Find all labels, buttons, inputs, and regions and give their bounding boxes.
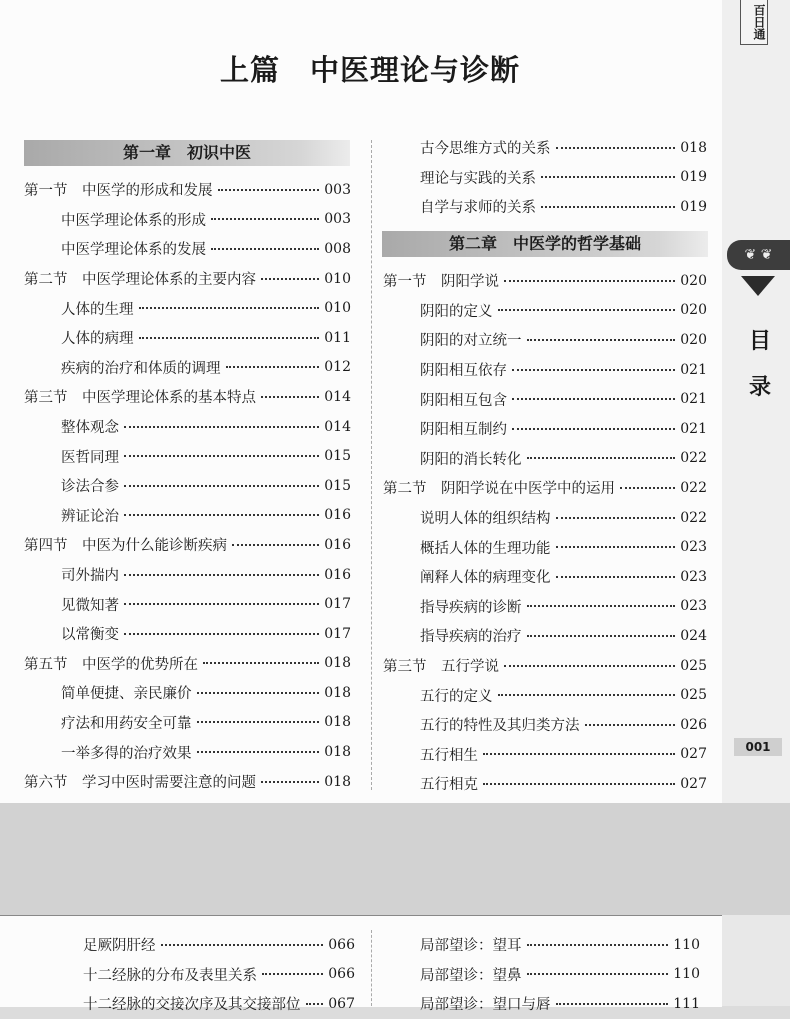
toc-entry-title: 说明人体的组织结构	[420, 511, 551, 528]
toc-entry-title: 整体观念	[61, 420, 119, 437]
next-page-edge-ornament	[722, 915, 790, 1006]
toc-entry	[420, 989, 700, 1019]
toc-entry	[24, 501, 351, 531]
toc-entry-page: 015	[324, 448, 351, 465]
toc-entry-title: 辨证论治	[61, 508, 119, 525]
toc-list-right-pre	[383, 133, 707, 222]
dot-leader	[498, 694, 676, 696]
dot-leader	[218, 189, 320, 191]
toc-entry	[83, 989, 355, 1019]
toc-entry-page: 020	[680, 302, 707, 319]
toc-entry-page: 011	[324, 329, 351, 346]
toc-entry-title: 一举多得的治疗效果	[61, 745, 192, 762]
toc-entry	[383, 163, 707, 193]
toc-entry	[383, 296, 707, 326]
toc-entry	[24, 678, 351, 708]
dot-leader	[498, 309, 676, 311]
toc-entry	[24, 767, 351, 797]
dot-leader	[483, 783, 675, 785]
toc-entry-page: 021	[680, 361, 707, 378]
toc-entry	[383, 651, 707, 681]
toc-entry	[24, 708, 351, 738]
dot-leader	[211, 218, 319, 220]
toc-entry-page: 110	[673, 936, 700, 953]
page-gap	[0, 803, 790, 915]
toc-entry	[383, 133, 707, 163]
toc-entry	[383, 266, 707, 296]
toc-entry-page: 003	[324, 181, 351, 198]
toc-entry	[24, 441, 351, 471]
dot-leader	[124, 426, 319, 428]
toc-entry	[383, 444, 707, 474]
toc-entry-title: 第三节 五行学说	[383, 659, 499, 676]
toc-entry-page: 021	[680, 391, 707, 408]
toc-entry-page: 010	[324, 270, 351, 287]
toc-entry-title: 第四节 中医为什么能诊断疾病	[24, 538, 227, 555]
toc-entry-page: 017	[324, 596, 351, 613]
toc-entry-title: 第二节 阴阳学说在中医学中的运用	[383, 481, 615, 498]
chapter-heading: 第二章 中医学的哲学基础	[382, 231, 708, 257]
dot-leader	[483, 753, 675, 755]
toc-entry-page: 023	[680, 568, 707, 585]
dot-leader	[527, 635, 676, 637]
toc-entry-page: 067	[328, 995, 355, 1012]
toc-entry	[383, 503, 707, 533]
dot-leader	[139, 307, 320, 309]
dot-leader	[527, 339, 676, 341]
dot-leader	[620, 487, 675, 489]
toc-entry	[383, 384, 707, 414]
toc-entry-page: 015	[324, 477, 351, 494]
column-divider	[371, 140, 372, 790]
dot-leader	[541, 206, 675, 208]
toc-entry-title: 第一节 中医学的形成和发展	[24, 183, 213, 200]
toc-entry	[383, 355, 707, 385]
toc-entry-page: 027	[680, 746, 707, 763]
toc-entry	[24, 560, 351, 590]
dot-leader	[124, 603, 319, 605]
dot-leader	[124, 514, 319, 516]
toc-entry-title: 指导疾病的治疗	[420, 629, 522, 646]
dot-leader	[232, 544, 319, 546]
toc-entry-page: 023	[680, 598, 707, 615]
toc-entry	[24, 589, 351, 619]
toc-entry	[24, 293, 351, 323]
toc-entry	[24, 323, 351, 353]
toc-entry	[383, 325, 707, 355]
toc-entry	[24, 353, 351, 383]
toc-entry	[24, 530, 351, 560]
dot-leader	[161, 944, 324, 946]
toc-entry-title: 司外揣内	[61, 568, 119, 585]
dot-leader	[527, 973, 669, 975]
toc-entry-title: 第三节 中医学理论体系的基本特点	[24, 390, 256, 407]
toc-entry-title: 阐释人体的病理变化	[420, 570, 551, 587]
dot-leader	[556, 147, 676, 149]
toc-entry	[24, 412, 351, 442]
toc-entry-page: 018	[324, 714, 351, 731]
column-divider	[371, 930, 372, 1006]
chapter-heading: 第一章 初识中医	[24, 140, 350, 166]
dot-leader	[306, 1003, 324, 1005]
dot-leader	[124, 455, 319, 457]
toc-entry-title: 五行的特性及其归类方法	[420, 718, 580, 735]
toc-entry-page: 022	[680, 450, 707, 467]
toc-entry-page: 016	[324, 566, 351, 583]
dot-leader	[585, 724, 676, 726]
dot-leader	[197, 751, 320, 753]
toc-entry	[383, 192, 707, 222]
toc-entry-title: 足厥阴肝经	[83, 938, 156, 955]
toc-entry-page: 010	[324, 300, 351, 317]
toc-entry-page: 019	[680, 169, 707, 186]
toc-entry	[383, 621, 707, 651]
toc-entry	[83, 960, 355, 990]
toc-entry	[24, 264, 351, 294]
toc-entry-page: 021	[680, 420, 707, 437]
toc-entry-page: 025	[680, 687, 707, 704]
dot-leader	[261, 396, 319, 398]
toc-entry-title: 第六节 学习中医时需要注意的问题	[24, 775, 256, 792]
dot-leader	[211, 248, 319, 250]
dot-leader	[556, 576, 676, 578]
toc-entry-title: 疗法和用药安全可靠	[61, 715, 192, 732]
part-title: 上篇 中医理论与诊断	[219, 53, 520, 87]
dot-leader	[556, 546, 676, 548]
toc-entry	[24, 205, 351, 235]
toc-entry-page: 018	[324, 684, 351, 701]
toc-entry-page: 025	[680, 657, 707, 674]
dot-leader	[512, 428, 675, 430]
toc-entry-title: 自学与求师的关系	[420, 200, 536, 217]
toc-entry-title: 中医学理论体系的形成	[61, 212, 206, 229]
toc-entry-title: 诊法合参	[61, 479, 119, 496]
dot-leader	[262, 973, 323, 975]
toc-list-right	[383, 266, 707, 799]
toc-entry-page: 027	[680, 775, 707, 792]
toc-entry	[420, 960, 700, 990]
toc-entry	[24, 649, 351, 679]
toc-entry-page: 012	[324, 359, 351, 376]
toc-list-left	[24, 175, 351, 796]
dot-leader	[527, 605, 676, 607]
dot-leader	[512, 398, 675, 400]
toc-entry-title: 指导疾病的诊断	[420, 599, 522, 616]
toc-entry-page: 019	[680, 198, 707, 215]
toc-entry-title: 中医学理论体系的发展	[61, 242, 206, 259]
toc-entry-title: 简单便捷、亲民廉价	[61, 686, 192, 703]
toc-entry-page: 024	[680, 627, 707, 644]
toc-entry	[383, 532, 707, 562]
toc-entry-title: 阴阳相互依存	[420, 363, 507, 380]
toc-entry	[383, 680, 707, 710]
toc-entry-page: 018	[324, 773, 351, 790]
toc-entry-page: 017	[324, 625, 351, 642]
toc-entry-title: 以常衡变	[61, 627, 119, 644]
toc-entry-page: 014	[324, 418, 351, 435]
dot-leader	[504, 665, 675, 667]
dot-leader	[197, 721, 320, 723]
toc-entry-page: 018	[680, 139, 707, 156]
dot-leader	[139, 337, 320, 339]
dot-leader	[556, 517, 676, 519]
toc-entry	[420, 930, 700, 960]
toc-list-next-left	[83, 930, 355, 1019]
toc-entry	[383, 592, 707, 622]
toc-entry-title: 人体的病理	[61, 331, 134, 348]
toc-entry-title: 阴阳相互包含	[420, 392, 507, 409]
dot-leader	[556, 1003, 669, 1005]
toc-entry-page: 003	[324, 211, 351, 228]
toc-entry-title: 疾病的治疗和体质的调理	[61, 360, 221, 377]
dot-leader	[512, 369, 675, 371]
toc-entry	[383, 740, 707, 770]
toc-entry	[24, 234, 351, 264]
toc-entry	[24, 175, 351, 205]
toc-entry-page: 066	[328, 966, 355, 983]
toc-entry-title: 理论与实践的关系	[420, 170, 536, 187]
toc-entry-title: 局部望诊：望鼻	[420, 967, 522, 984]
toc-entry	[83, 930, 355, 960]
toc-entry-title: 十二经脉的分布及表里关系	[83, 967, 257, 984]
toc-entry-page: 111	[673, 995, 700, 1012]
toc-entry	[383, 473, 707, 503]
toc-entry-page: 026	[680, 716, 707, 733]
toc-entry-title: 局部望诊：望耳	[420, 938, 522, 955]
toc-entry-title: 见微知著	[61, 597, 119, 614]
toc-entry-page: 022	[680, 509, 707, 526]
toc-entry-title: 阴阳的消长转化	[420, 451, 522, 468]
toc-entry-title: 人体的生理	[61, 301, 134, 318]
toc-entry-page: 018	[324, 744, 351, 761]
toc-entry	[24, 471, 351, 501]
toc-entry-page: 022	[680, 479, 707, 496]
dot-leader	[124, 485, 319, 487]
toc-entry-title: 阴阳的定义	[420, 303, 493, 320]
toc-entry-page: 018	[324, 655, 351, 672]
toc-entry	[383, 414, 707, 444]
toc-entry-title: 五行相生	[420, 747, 478, 764]
toc-entry-title: 医哲同理	[61, 449, 119, 466]
dot-leader	[261, 781, 319, 783]
dot-leader	[203, 662, 319, 664]
toc-entry-title: 局部望诊：望口与唇	[420, 997, 551, 1014]
dot-leader	[541, 176, 675, 178]
dot-leader	[527, 944, 669, 946]
dot-leader	[226, 366, 320, 368]
toc-entry-page: 016	[324, 507, 351, 524]
dot-leader	[261, 278, 319, 280]
dot-leader	[124, 574, 319, 576]
toc-entry	[383, 710, 707, 740]
dot-leader	[197, 692, 320, 694]
dot-leader	[124, 633, 319, 635]
dot-leader	[527, 457, 676, 459]
triangle-marker-icon	[741, 276, 775, 296]
toc-entry-title: 第一节 阴阳学说	[383, 274, 499, 291]
toc-entry-page: 016	[324, 536, 351, 553]
toc-entry	[24, 382, 351, 412]
toc-entry-title: 阴阳相互制约	[420, 422, 507, 439]
page-number: 001	[734, 738, 782, 756]
toc-entry-title: 古今思维方式的关系	[420, 141, 551, 158]
toc-entry-page: 014	[324, 388, 351, 405]
toc-entry	[383, 769, 707, 799]
toc-entry-page: 110	[673, 966, 700, 983]
toc-entry-page: 023	[680, 539, 707, 556]
toc-entry-title: 阴阳的对立统一	[420, 333, 522, 350]
toc-entry-page: 020	[680, 331, 707, 348]
section-mark: 目 录	[748, 328, 771, 400]
dot-leader	[504, 280, 675, 282]
toc-entry	[24, 619, 351, 649]
toc-entry-title: 五行的定义	[420, 688, 493, 705]
toc-entry	[24, 737, 351, 767]
toc-entry-title: 第二节 中医学理论体系的主要内容	[24, 272, 256, 289]
toc-entry-page: 008	[324, 240, 351, 257]
toc-entry	[383, 562, 707, 592]
toc-entry-page: 066	[328, 936, 355, 953]
toc-entry-title: 第五节 中医学的优势所在	[24, 656, 198, 673]
toc-entry-title: 概括人体的生理功能	[420, 540, 551, 557]
toc-entry-title: 五行相克	[420, 777, 478, 794]
toc-list-next-right	[420, 930, 700, 1019]
toc-entry-title: 十二经脉的交接次序及其交接部位	[83, 997, 301, 1014]
book-side-label: 百日通	[740, 0, 768, 45]
ornament-icon: ❦ ❦	[727, 240, 790, 270]
toc-entry-page: 020	[680, 272, 707, 289]
